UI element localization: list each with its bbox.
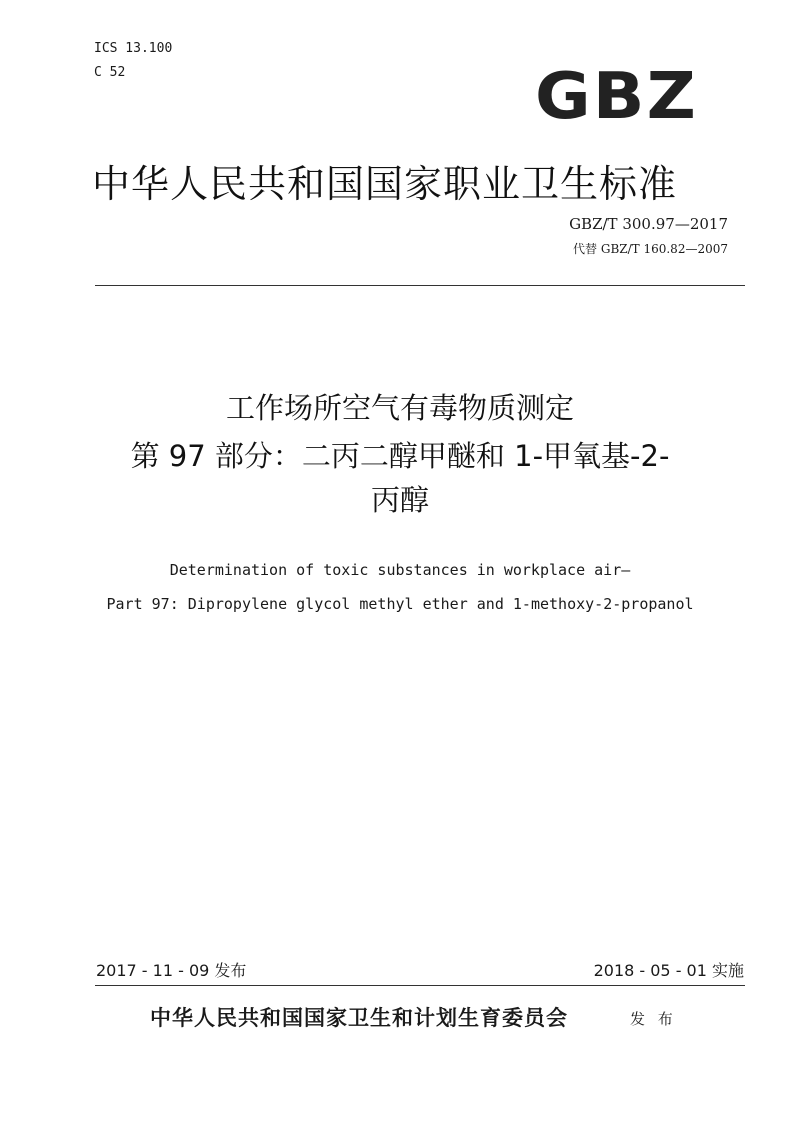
standard-number: GBZ/T 300.97—2017 — [569, 215, 728, 233]
publish-label: 发 布 — [630, 1010, 677, 1028]
replaces-standard: 代替 GBZ/T 160.82—2007 — [573, 242, 728, 256]
document-title-zh-line3: 丙醇 — [370, 483, 429, 517]
ics-code: ICS 13.100 — [94, 41, 173, 56]
document-title-en-line1: Determination of toxic substances in workplace air— — [169, 561, 631, 579]
gbz-logo: GBZ — [535, 60, 698, 134]
document-title-zh-line2: 第 97 部分：二丙二醇甲醚和 1-甲氧基-2- — [130, 439, 670, 473]
implementation-date: 2018 - 05 - 01 实施 — [593, 961, 744, 980]
issue-date: 2017 - 11 - 09 发布 — [96, 961, 247, 980]
top-divider — [95, 285, 745, 286]
bottom-divider — [95, 985, 745, 986]
ccs-code: C 52 — [94, 65, 126, 80]
document-title-en-line2: Part 97: Dipropylene glycol methyl ether and 1-methoxy-2-propanol — [106, 595, 694, 613]
document-title-zh-line1: 工作场所空气有毒物质测定 — [225, 391, 574, 425]
issuing-authority: 中华人民共和国国家卫生和计划生育委员会 — [150, 1005, 568, 1030]
standard-category-title: 中华人民共和国国家职业卫生标准 — [92, 162, 678, 206]
